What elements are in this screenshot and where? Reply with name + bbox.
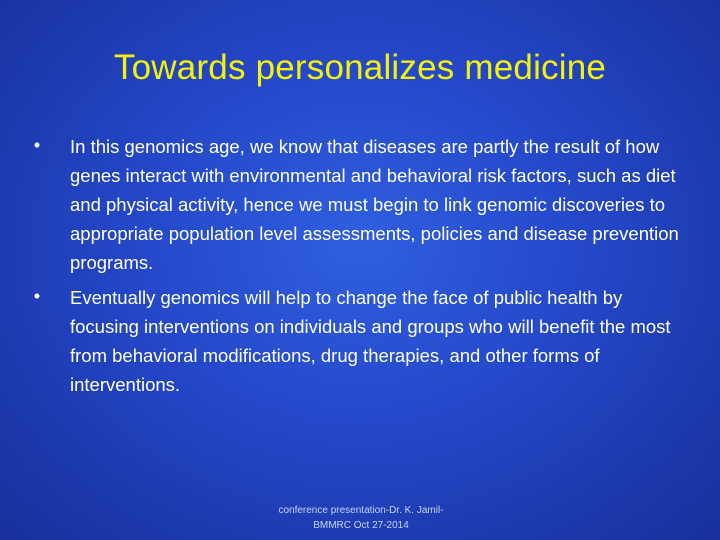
bullet-dot-icon: • xyxy=(33,135,41,155)
bullet-item xyxy=(33,132,690,277)
bullet-list xyxy=(33,132,690,405)
footer-line-2: BMMRC Oct 27-2014 xyxy=(313,520,409,531)
slide-title: Towards personalizes medicine xyxy=(113,48,607,87)
bullet-text: In this genomics age, we know that diseases are partly the result of how genes interact with environmental and behavioral risk factors, such as diet and physical activity, hence we must begin to link genomic discoveries to appropriate population level assessments, policies and disease prevention programs. xyxy=(70,136,679,273)
bullet-dot-icon: • xyxy=(33,286,41,306)
bullet-text: Eventually genomics will help to change the face of public health by focusing interventions on individuals and groups who will benefit the most from behavioral modifications, drug therapies, and other forms of interventions. xyxy=(70,287,671,395)
bullet-item xyxy=(33,283,690,399)
footer-line-1: conference presentation-Dr. K. Jamil- xyxy=(278,505,444,516)
slide-footer xyxy=(258,503,464,533)
